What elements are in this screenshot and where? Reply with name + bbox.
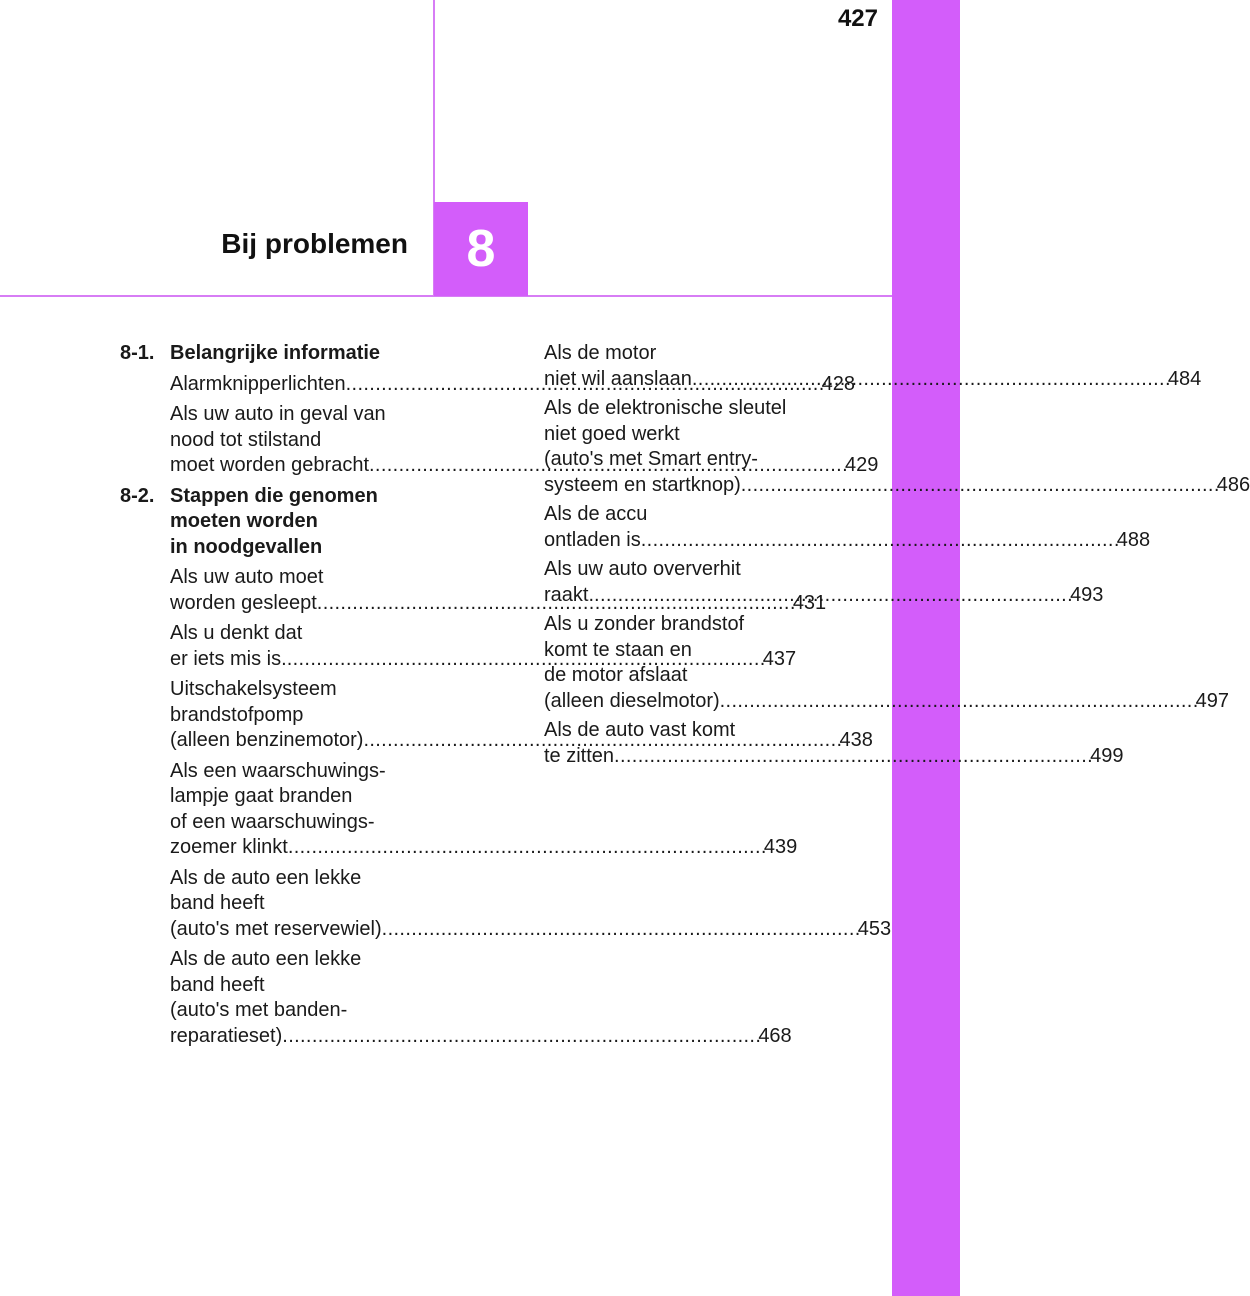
section-title: Stappen die genomen moeten worden in noodgevallen (170, 484, 378, 558)
entry-label: (auto's met reservewiel) (170, 917, 382, 940)
dot-leader (594, 583, 1070, 609)
dot-leader (288, 835, 764, 861)
entry-label: raakt. (544, 583, 595, 606)
section-title: Belangrijke informatie (170, 342, 381, 364)
entry-label: Als u denkt dat (170, 622, 303, 644)
section-heading[interactable] (120, 341, 460, 367)
entry-label: Uitschakelsysteem (170, 678, 337, 700)
entry-page: 429 (845, 454, 879, 476)
entry-page: 488 (1116, 528, 1151, 551)
entry-label: ontladen is (544, 528, 641, 551)
entry-label: Als de auto een lekke (170, 948, 362, 970)
entry-label: zoemer klinkt (170, 836, 288, 858)
entry-label: lampje gaat branden (170, 785, 353, 807)
entry-label: niet wil aanslaan (544, 367, 692, 390)
entry-label: Als de motor (544, 342, 657, 364)
entry-page: 497 (1195, 689, 1230, 712)
entry-label: (alleen dieselmotor) (544, 689, 720, 712)
entry-label: of een waarschuwings- (170, 810, 375, 833)
entry-label: (alleen benzinemotor) (170, 729, 364, 751)
toc-entry[interactable] (544, 612, 1230, 714)
chapter-number-box (434, 202, 528, 296)
entry-label: er iets mis is. (170, 647, 287, 670)
toc-entry[interactable] (170, 759, 798, 861)
section-heading[interactable] (120, 484, 460, 561)
entry-label: komt te staan en (544, 638, 692, 661)
entry-label: Alarmknipperlichten (170, 372, 346, 395)
toc-entry[interactable] (170, 866, 892, 943)
page-number: 427 (837, 5, 878, 32)
entry-label: nood tot stilstand (170, 428, 322, 451)
dot-leader (641, 528, 1117, 554)
entry-page: 437 (762, 647, 797, 670)
entry-label: Als de auto een lekke (170, 866, 362, 889)
toc-entry[interactable] (170, 947, 792, 1049)
dot-leader (614, 744, 1090, 770)
entry-label: band heeft (170, 892, 265, 914)
entry-label: Als uw auto in geval van (170, 403, 386, 425)
entry-label: brandstofpomp (170, 703, 304, 726)
entry-page: 468 (758, 1024, 792, 1047)
entry-page: 493 (1070, 583, 1104, 606)
entry-label: (auto's met banden- (170, 999, 348, 1021)
entry-page: 484 (1167, 367, 1202, 390)
section-number: 8-1. (120, 342, 155, 364)
entry-page: 438 (839, 729, 873, 751)
entry-label: systeem en startknop) (544, 473, 741, 496)
entry-label: (auto's met Smart entry- (544, 448, 758, 470)
entry-label: Als uw auto moet (170, 566, 324, 588)
dot-leader (692, 367, 1168, 393)
section-number: 8-2. (120, 484, 155, 507)
entry-label: niet goed werkt (544, 422, 680, 445)
entry-label: Als de elektronische sleutel (544, 397, 787, 419)
entry-page: 428 (821, 372, 856, 395)
dot-leader (741, 473, 1217, 499)
toc-entry[interactable] (544, 502, 1151, 553)
entry-label: te zitten (544, 744, 615, 767)
entry-label: Als de accu (544, 503, 648, 525)
entry-label: band heeft (170, 973, 265, 996)
chapter-number: 8 (466, 220, 496, 278)
entry-label: de motor afslaat (544, 664, 688, 686)
chapter-title: Bij problemen (221, 228, 408, 259)
entry-page: 431 (792, 591, 827, 614)
entry-page: 439 (763, 836, 798, 858)
toc-entry[interactable] (544, 557, 1104, 608)
dot-leader (282, 1024, 758, 1050)
chapter-side-strip (892, 0, 960, 1296)
entry-label: worden gesleept (170, 591, 317, 614)
entry-label: Als een waarschuwings- (170, 759, 386, 782)
entry-label: Als u zonder brandstof (544, 613, 745, 635)
entry-label: Als uw auto oververhit (544, 558, 741, 580)
entry-label: reparatieset) (170, 1024, 283, 1047)
entry-label: Als de auto vast komt (544, 719, 736, 741)
entry-page: 499 (1090, 744, 1124, 767)
dot-leader (720, 689, 1196, 715)
dot-leader (382, 917, 858, 943)
entry-page: 453 (857, 917, 892, 940)
entry-label: moet worden gebracht (170, 454, 370, 476)
entry-page: 486 (1216, 473, 1250, 496)
